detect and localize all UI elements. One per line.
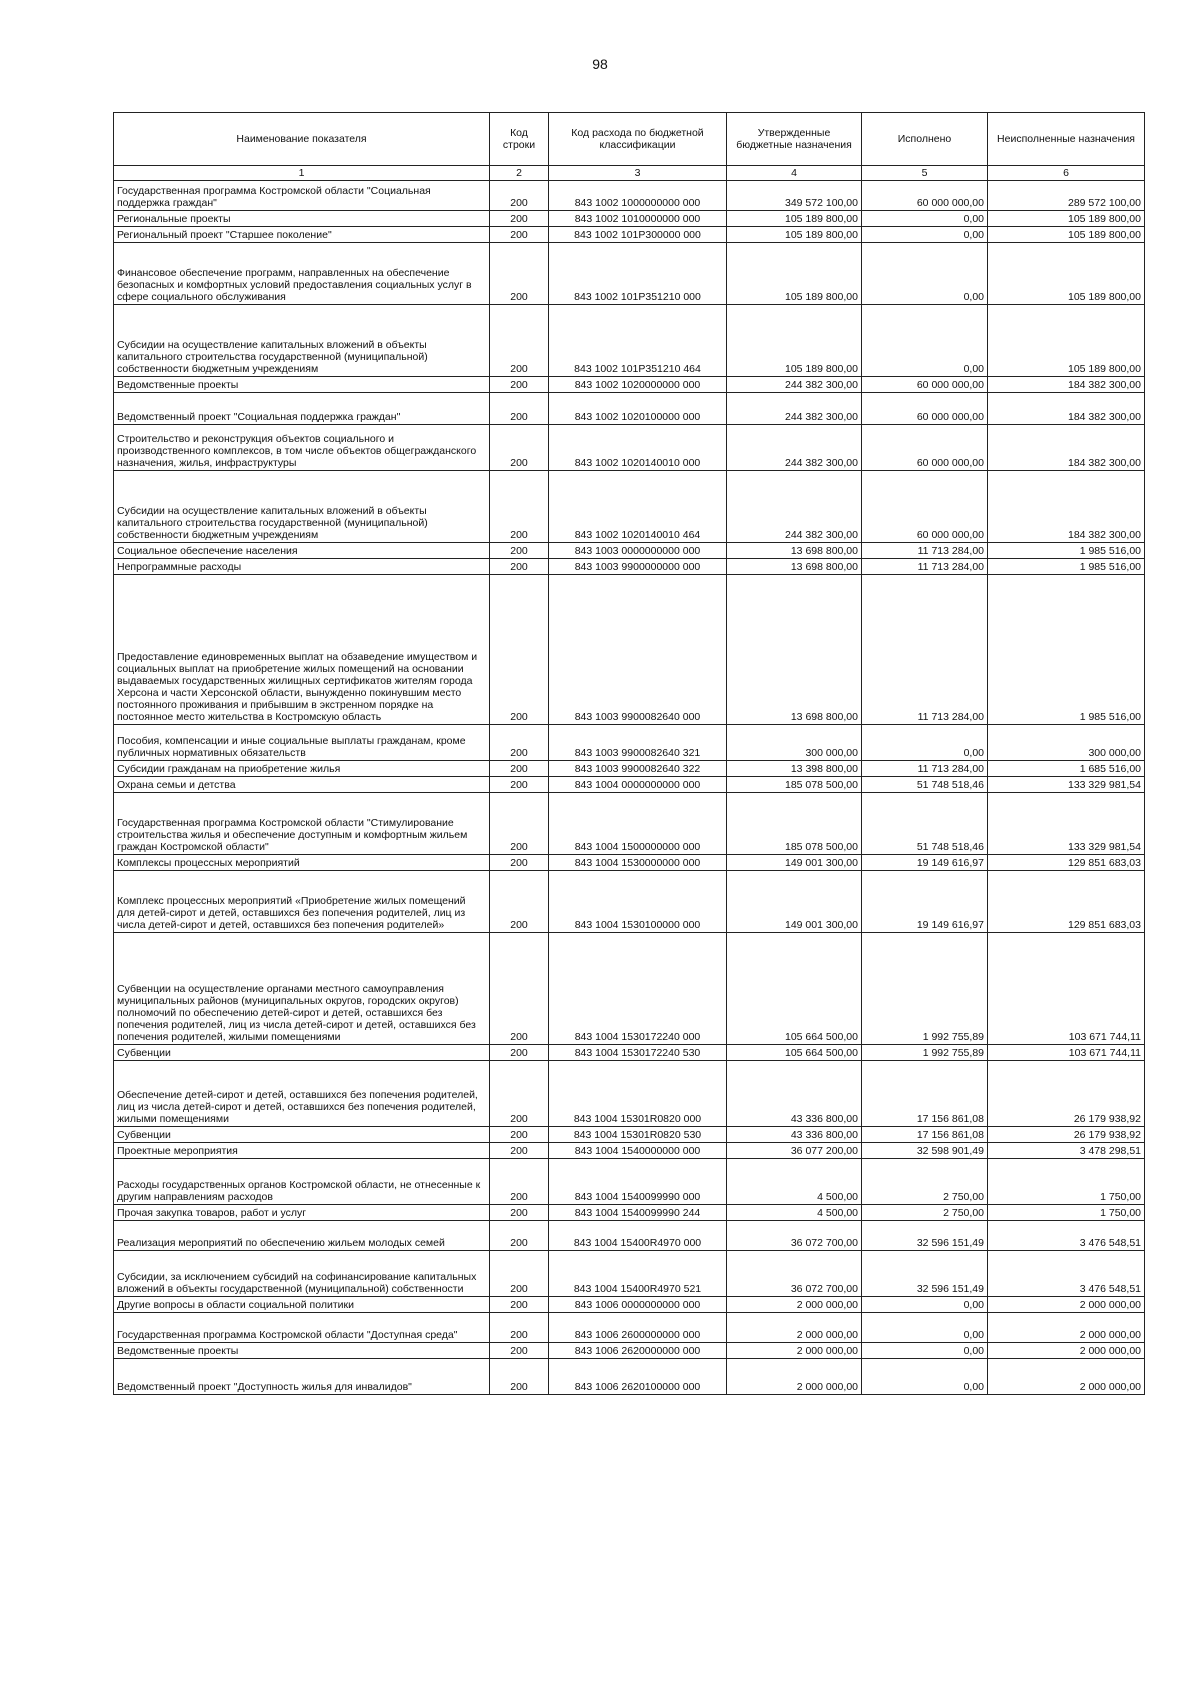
budget-class-code: 843 1004 15301R0820 530 — [549, 1127, 727, 1143]
page-number: 98 — [592, 56, 608, 72]
unexecuted-amount: 2 000 000,00 — [988, 1297, 1145, 1313]
line-code: 200 — [490, 725, 549, 761]
executed-amount: 0,00 — [862, 1297, 988, 1313]
unexecuted-amount: 133 329 981,54 — [988, 777, 1145, 793]
table-row — [114, 1313, 1145, 1343]
unexecuted-amount: 105 189 800,00 — [988, 243, 1145, 305]
indicator-name: Прочая закупка товаров, работ и услуг — [114, 1205, 490, 1221]
header-row — [114, 113, 1145, 166]
indicator-name: Государственная программа Костромской области "Доступная среда" — [114, 1313, 490, 1343]
executed-amount: 0,00 — [862, 725, 988, 761]
approved-amount: 4 500,00 — [727, 1159, 862, 1205]
budget-class-code: 843 1004 1540099990 000 — [549, 1159, 727, 1205]
executed-amount: 51 748 518,46 — [862, 793, 988, 855]
budget-class-code: 843 1006 0000000000 000 — [549, 1297, 727, 1313]
executed-amount: 0,00 — [862, 243, 988, 305]
budget-class-code: 843 1002 1020140010 464 — [549, 471, 727, 543]
budget-class-code: 843 1002 101P351210 464 — [549, 305, 727, 377]
table-row — [114, 425, 1145, 471]
approved-amount: 244 382 300,00 — [727, 377, 862, 393]
executed-amount: 11 713 284,00 — [862, 543, 988, 559]
approved-amount: 2 000 000,00 — [727, 1313, 862, 1343]
indicator-name: Предоставление единовременных выплат на обзаведение имуществом и социальных выплат на приобретение жилых помещений на основании выдаваемых государственных жилищных сертификатов жителям города Херсона и части Херсонской области, вынужденно покинувшим место постоянного проживания и прибывшим в экстренном порядке на постоянное место жительства в Костромскую область — [114, 575, 490, 725]
table-row — [114, 1251, 1145, 1297]
approved-amount: 185 078 500,00 — [727, 777, 862, 793]
budget-execution-table — [113, 112, 1145, 1395]
indicator-name: Субсидии на осуществление капитальных вложений в объекты капитального строительства государственной (муниципальной) собственности бюджетным учреждениям — [114, 471, 490, 543]
indicator-name: Субсидии, за исключением субсидий на софинансирование капитальных вложений в объекты государственной (муниципальной) собственности — [114, 1251, 490, 1297]
unexecuted-amount: 3 476 548,51 — [988, 1251, 1145, 1297]
line-code: 200 — [490, 1251, 549, 1297]
approved-amount: 244 382 300,00 — [727, 425, 862, 471]
executed-amount: 60 000 000,00 — [862, 181, 988, 211]
budget-class-code: 843 1006 2600000000 000 — [549, 1313, 727, 1343]
line-code: 200 — [490, 761, 549, 777]
unexecuted-amount: 105 189 800,00 — [988, 227, 1145, 243]
indicator-name: Расходы государственных органов Костромской области, не отнесенные к другим направлениям расходов — [114, 1159, 490, 1205]
executed-amount: 0,00 — [862, 1359, 988, 1395]
budget-class-code: 843 1002 101P351210 000 — [549, 243, 727, 305]
indicator-name: Региональные проекты — [114, 211, 490, 227]
line-code: 200 — [490, 1343, 549, 1359]
unexecuted-amount: 2 000 000,00 — [988, 1343, 1145, 1359]
approved-amount: 36 072 700,00 — [727, 1221, 862, 1251]
line-code: 200 — [490, 211, 549, 227]
budget-class-code: 843 1006 2620000000 000 — [549, 1343, 727, 1359]
column-header: Исполнено — [862, 113, 988, 166]
line-code: 200 — [490, 855, 549, 871]
approved-amount: 185 078 500,00 — [727, 793, 862, 855]
column-number: 5 — [862, 166, 988, 181]
table-row — [114, 871, 1145, 933]
line-code: 200 — [490, 393, 549, 425]
budget-class-code: 843 1002 101P300000 000 — [549, 227, 727, 243]
unexecuted-amount: 184 382 300,00 — [988, 377, 1145, 393]
budget-class-code: 843 1004 1530000000 000 — [549, 855, 727, 871]
unexecuted-amount: 1 750,00 — [988, 1205, 1145, 1221]
table-row — [114, 855, 1145, 871]
column-header: Неисполненные назначения — [988, 113, 1145, 166]
unexecuted-amount: 184 382 300,00 — [988, 393, 1145, 425]
unexecuted-amount: 103 671 744,11 — [988, 933, 1145, 1045]
column-header: Утвержденные бюджетные назначения — [727, 113, 862, 166]
table-row — [114, 1061, 1145, 1127]
unexecuted-amount: 129 851 683,03 — [988, 871, 1145, 933]
column-number: 1 — [114, 166, 490, 181]
budget-class-code: 843 1004 1530172240 530 — [549, 1045, 727, 1061]
indicator-name: Субвенции — [114, 1127, 490, 1143]
table-row — [114, 761, 1145, 777]
table-row — [114, 725, 1145, 761]
executed-amount: 11 713 284,00 — [862, 575, 988, 725]
table-row — [114, 1127, 1145, 1143]
line-code: 200 — [490, 425, 549, 471]
line-code: 200 — [490, 1313, 549, 1343]
budget-class-code: 843 1004 1530100000 000 — [549, 871, 727, 933]
indicator-name: Региональный проект "Старшее поколение" — [114, 227, 490, 243]
executed-amount: 0,00 — [862, 305, 988, 377]
indicator-name: Комплекс процессных мероприятий «Приобретение жилых помещений для детей-сирот и детей, оставшихся без попечения родителей, лиц из числа детей-сирот и детей, оставшихся без попечения родителей» — [114, 871, 490, 933]
budget-class-code: 843 1004 1540099990 244 — [549, 1205, 727, 1221]
line-code: 200 — [490, 1221, 549, 1251]
approved-amount: 13 698 800,00 — [727, 543, 862, 559]
unexecuted-amount: 1 985 516,00 — [988, 559, 1145, 575]
approved-amount: 36 077 200,00 — [727, 1143, 862, 1159]
executed-amount: 32 596 151,49 — [862, 1251, 988, 1297]
line-code: 200 — [490, 1159, 549, 1205]
approved-amount: 349 572 100,00 — [727, 181, 862, 211]
approved-amount: 105 664 500,00 — [727, 933, 862, 1045]
table-row — [114, 1045, 1145, 1061]
line-code: 200 — [490, 1205, 549, 1221]
executed-amount: 1 992 755,89 — [862, 1045, 988, 1061]
table-body — [114, 181, 1145, 1395]
unexecuted-amount: 133 329 981,54 — [988, 793, 1145, 855]
budget-class-code: 843 1004 1540000000 000 — [549, 1143, 727, 1159]
executed-amount: 0,00 — [862, 1313, 988, 1343]
approved-amount: 13 398 800,00 — [727, 761, 862, 777]
approved-amount: 2 000 000,00 — [727, 1359, 862, 1395]
approved-amount: 4 500,00 — [727, 1205, 862, 1221]
indicator-name: Непрограммные расходы — [114, 559, 490, 575]
indicator-name: Ведомственный проект "Доступность жилья для инвалидов" — [114, 1359, 490, 1395]
executed-amount: 1 992 755,89 — [862, 933, 988, 1045]
indicator-name: Социальное обеспечение населения — [114, 543, 490, 559]
line-code: 200 — [490, 793, 549, 855]
indicator-name: Субвенции на осуществление органами местного самоуправления муниципальных районов (муниципальных округов, городских округов) полномочий по обеспечению детей-сирот и детей, оставшихся без попечения родителей, лиц из числа детей-сирот и детей, оставшихся без попечения родителей, жилыми помещениями — [114, 933, 490, 1045]
line-code: 200 — [490, 1143, 549, 1159]
table-row — [114, 1221, 1145, 1251]
indicator-name: Реализация мероприятий по обеспечению жильем молодых семей — [114, 1221, 490, 1251]
unexecuted-amount: 103 671 744,11 — [988, 1045, 1145, 1061]
budget-class-code: 843 1003 0000000000 000 — [549, 543, 727, 559]
table-row — [114, 305, 1145, 377]
unexecuted-amount: 1 985 516,00 — [988, 543, 1145, 559]
executed-amount: 11 713 284,00 — [862, 761, 988, 777]
table-row — [114, 1297, 1145, 1313]
budget-class-code: 843 1002 1020000000 000 — [549, 377, 727, 393]
approved-amount: 105 189 800,00 — [727, 211, 862, 227]
budget-class-code: 843 1004 15400R4970 521 — [549, 1251, 727, 1297]
line-code: 200 — [490, 1061, 549, 1127]
budget-class-code: 843 1003 9900082640 322 — [549, 761, 727, 777]
approved-amount: 244 382 300,00 — [727, 471, 862, 543]
line-code: 200 — [490, 559, 549, 575]
indicator-name: Ведомственные проекты — [114, 1343, 490, 1359]
column-number-row — [114, 166, 1145, 181]
indicator-name: Другие вопросы в области социальной политики — [114, 1297, 490, 1313]
approved-amount: 105 189 800,00 — [727, 305, 862, 377]
table-row — [114, 181, 1145, 211]
approved-amount: 244 382 300,00 — [727, 393, 862, 425]
indicator-name: Государственная программа Костромской области "Стимулирование строительства жилья и обеспечение доступным и комфортным жильем граждан Костромской области" — [114, 793, 490, 855]
column-number: 4 — [727, 166, 862, 181]
executed-amount: 19 149 616,97 — [862, 871, 988, 933]
table-row — [114, 793, 1145, 855]
indicator-name: Пособия, компенсации и иные социальные выплаты гражданам, кроме публичных нормативных обязательств — [114, 725, 490, 761]
approved-amount: 300 000,00 — [727, 725, 862, 761]
approved-amount: 2 000 000,00 — [727, 1297, 862, 1313]
line-code: 200 — [490, 377, 549, 393]
unexecuted-amount: 105 189 800,00 — [988, 305, 1145, 377]
unexecuted-amount: 2 000 000,00 — [988, 1313, 1145, 1343]
approved-amount: 149 001 300,00 — [727, 855, 862, 871]
table-row — [114, 227, 1145, 243]
table-row — [114, 1143, 1145, 1159]
line-code: 200 — [490, 933, 549, 1045]
table-row — [114, 471, 1145, 543]
unexecuted-amount: 105 189 800,00 — [988, 211, 1145, 227]
budget-class-code: 843 1002 1020100000 000 — [549, 393, 727, 425]
column-header: Наименование показателя — [114, 113, 490, 166]
table-row — [114, 243, 1145, 305]
unexecuted-amount: 300 000,00 — [988, 725, 1145, 761]
line-code: 200 — [490, 181, 549, 211]
unexecuted-amount: 184 382 300,00 — [988, 425, 1145, 471]
executed-amount: 60 000 000,00 — [862, 393, 988, 425]
executed-amount: 19 149 616,97 — [862, 855, 988, 871]
approved-amount: 105 664 500,00 — [727, 1045, 862, 1061]
indicator-name: Охрана семьи и детства — [114, 777, 490, 793]
approved-amount: 2 000 000,00 — [727, 1343, 862, 1359]
executed-amount: 60 000 000,00 — [862, 425, 988, 471]
unexecuted-amount: 1 985 516,00 — [988, 575, 1145, 725]
executed-amount: 60 000 000,00 — [862, 471, 988, 543]
budget-class-code: 843 1004 15301R0820 000 — [549, 1061, 727, 1127]
indicator-name: Субсидии гражданам на приобретение жилья — [114, 761, 490, 777]
indicator-name: Строительство и реконструкция объектов социального и производственного комплексов, в том числе объектов общегражданского назначения, жилья, инфраструктуры — [114, 425, 490, 471]
line-code: 200 — [490, 243, 549, 305]
line-code: 200 — [490, 871, 549, 933]
unexecuted-amount: 289 572 100,00 — [988, 181, 1145, 211]
table-row — [114, 543, 1145, 559]
line-code: 200 — [490, 1297, 549, 1313]
unexecuted-amount: 26 179 938,92 — [988, 1127, 1145, 1143]
indicator-name: Ведомственный проект "Социальная поддержка граждан" — [114, 393, 490, 425]
column-header: Код строки — [490, 113, 549, 166]
executed-amount: 60 000 000,00 — [862, 377, 988, 393]
indicator-name: Комплексы процессных мероприятий — [114, 855, 490, 871]
indicator-name: Субсидии на осуществление капитальных вложений в объекты капитального строительства государственной (муниципальной) собственности бюджетным учреждениям — [114, 305, 490, 377]
budget-class-code: 843 1002 1010000000 000 — [549, 211, 727, 227]
unexecuted-amount: 2 000 000,00 — [988, 1359, 1145, 1395]
line-code: 200 — [490, 1045, 549, 1061]
approved-amount: 43 336 800,00 — [727, 1061, 862, 1127]
indicator-name: Финансовое обеспечение программ, направленных на обеспечение безопасных и комфортных условий предоставления социальных услуг в сфере социального обслуживания — [114, 243, 490, 305]
indicator-name: Проектные мероприятия — [114, 1143, 490, 1159]
table-header — [114, 113, 1145, 181]
executed-amount: 32 598 901,49 — [862, 1143, 988, 1159]
executed-amount: 17 156 861,08 — [862, 1061, 988, 1127]
column-header: Код расхода по бюджетной классификации — [549, 113, 727, 166]
column-number: 3 — [549, 166, 727, 181]
unexecuted-amount: 129 851 683,03 — [988, 855, 1145, 871]
line-code: 200 — [490, 543, 549, 559]
table-row — [114, 1205, 1145, 1221]
table-row — [114, 1159, 1145, 1205]
executed-amount: 0,00 — [862, 211, 988, 227]
budget-class-code: 843 1004 0000000000 000 — [549, 777, 727, 793]
budget-class-code: 843 1002 1000000000 000 — [549, 181, 727, 211]
executed-amount: 2 750,00 — [862, 1159, 988, 1205]
column-number: 6 — [988, 166, 1145, 181]
budget-class-code: 843 1003 9900082640 321 — [549, 725, 727, 761]
approved-amount: 36 072 700,00 — [727, 1251, 862, 1297]
budget-class-code: 843 1004 1530172240 000 — [549, 933, 727, 1045]
indicator-name: Государственная программа Костромской области "Социальная поддержка граждан" — [114, 181, 490, 211]
line-code: 200 — [490, 227, 549, 243]
table-row — [114, 559, 1145, 575]
table-row — [114, 575, 1145, 725]
executed-amount: 0,00 — [862, 1343, 988, 1359]
approved-amount: 43 336 800,00 — [727, 1127, 862, 1143]
approved-amount: 105 189 800,00 — [727, 243, 862, 305]
unexecuted-amount: 3 476 548,51 — [988, 1221, 1145, 1251]
unexecuted-amount: 1 685 516,00 — [988, 761, 1145, 777]
table-row — [114, 933, 1145, 1045]
budget-class-code: 843 1006 2620100000 000 — [549, 1359, 727, 1395]
approved-amount: 13 698 800,00 — [727, 559, 862, 575]
line-code: 200 — [490, 575, 549, 725]
approved-amount: 105 189 800,00 — [727, 227, 862, 243]
executed-amount: 11 713 284,00 — [862, 559, 988, 575]
executed-amount: 51 748 518,46 — [862, 777, 988, 793]
budget-class-code: 843 1003 9900082640 000 — [549, 575, 727, 725]
column-number: 2 — [490, 166, 549, 181]
indicator-name: Субвенции — [114, 1045, 490, 1061]
budget-class-code: 843 1004 15400R4970 000 — [549, 1221, 727, 1251]
budget-class-code: 843 1003 9900000000 000 — [549, 559, 727, 575]
indicator-name: Обеспечение детей-сирот и детей, оставшихся без попечения родителей, лиц из числа детей-сирот и детей, оставшихся без попечения родителей, жилыми помещениями — [114, 1061, 490, 1127]
table-row — [114, 377, 1145, 393]
executed-amount: 2 750,00 — [862, 1205, 988, 1221]
line-code: 200 — [490, 1127, 549, 1143]
table-row — [114, 1359, 1145, 1395]
executed-amount: 32 596 151,49 — [862, 1221, 988, 1251]
executed-amount: 0,00 — [862, 227, 988, 243]
unexecuted-amount: 26 179 938,92 — [988, 1061, 1145, 1127]
indicator-name: Ведомственные проекты — [114, 377, 490, 393]
approved-amount: 13 698 800,00 — [727, 575, 862, 725]
unexecuted-amount: 3 478 298,51 — [988, 1143, 1145, 1159]
line-code: 200 — [490, 1359, 549, 1395]
budget-class-code: 843 1004 1500000000 000 — [549, 793, 727, 855]
table-row — [114, 393, 1145, 425]
line-code: 200 — [490, 471, 549, 543]
table-row — [114, 1343, 1145, 1359]
unexecuted-amount: 184 382 300,00 — [988, 471, 1145, 543]
executed-amount: 17 156 861,08 — [862, 1127, 988, 1143]
budget-class-code: 843 1002 1020140010 000 — [549, 425, 727, 471]
unexecuted-amount: 1 750,00 — [988, 1159, 1145, 1205]
line-code: 200 — [490, 777, 549, 793]
table-row — [114, 777, 1145, 793]
approved-amount: 149 001 300,00 — [727, 871, 862, 933]
table-row — [114, 211, 1145, 227]
line-code: 200 — [490, 305, 549, 377]
